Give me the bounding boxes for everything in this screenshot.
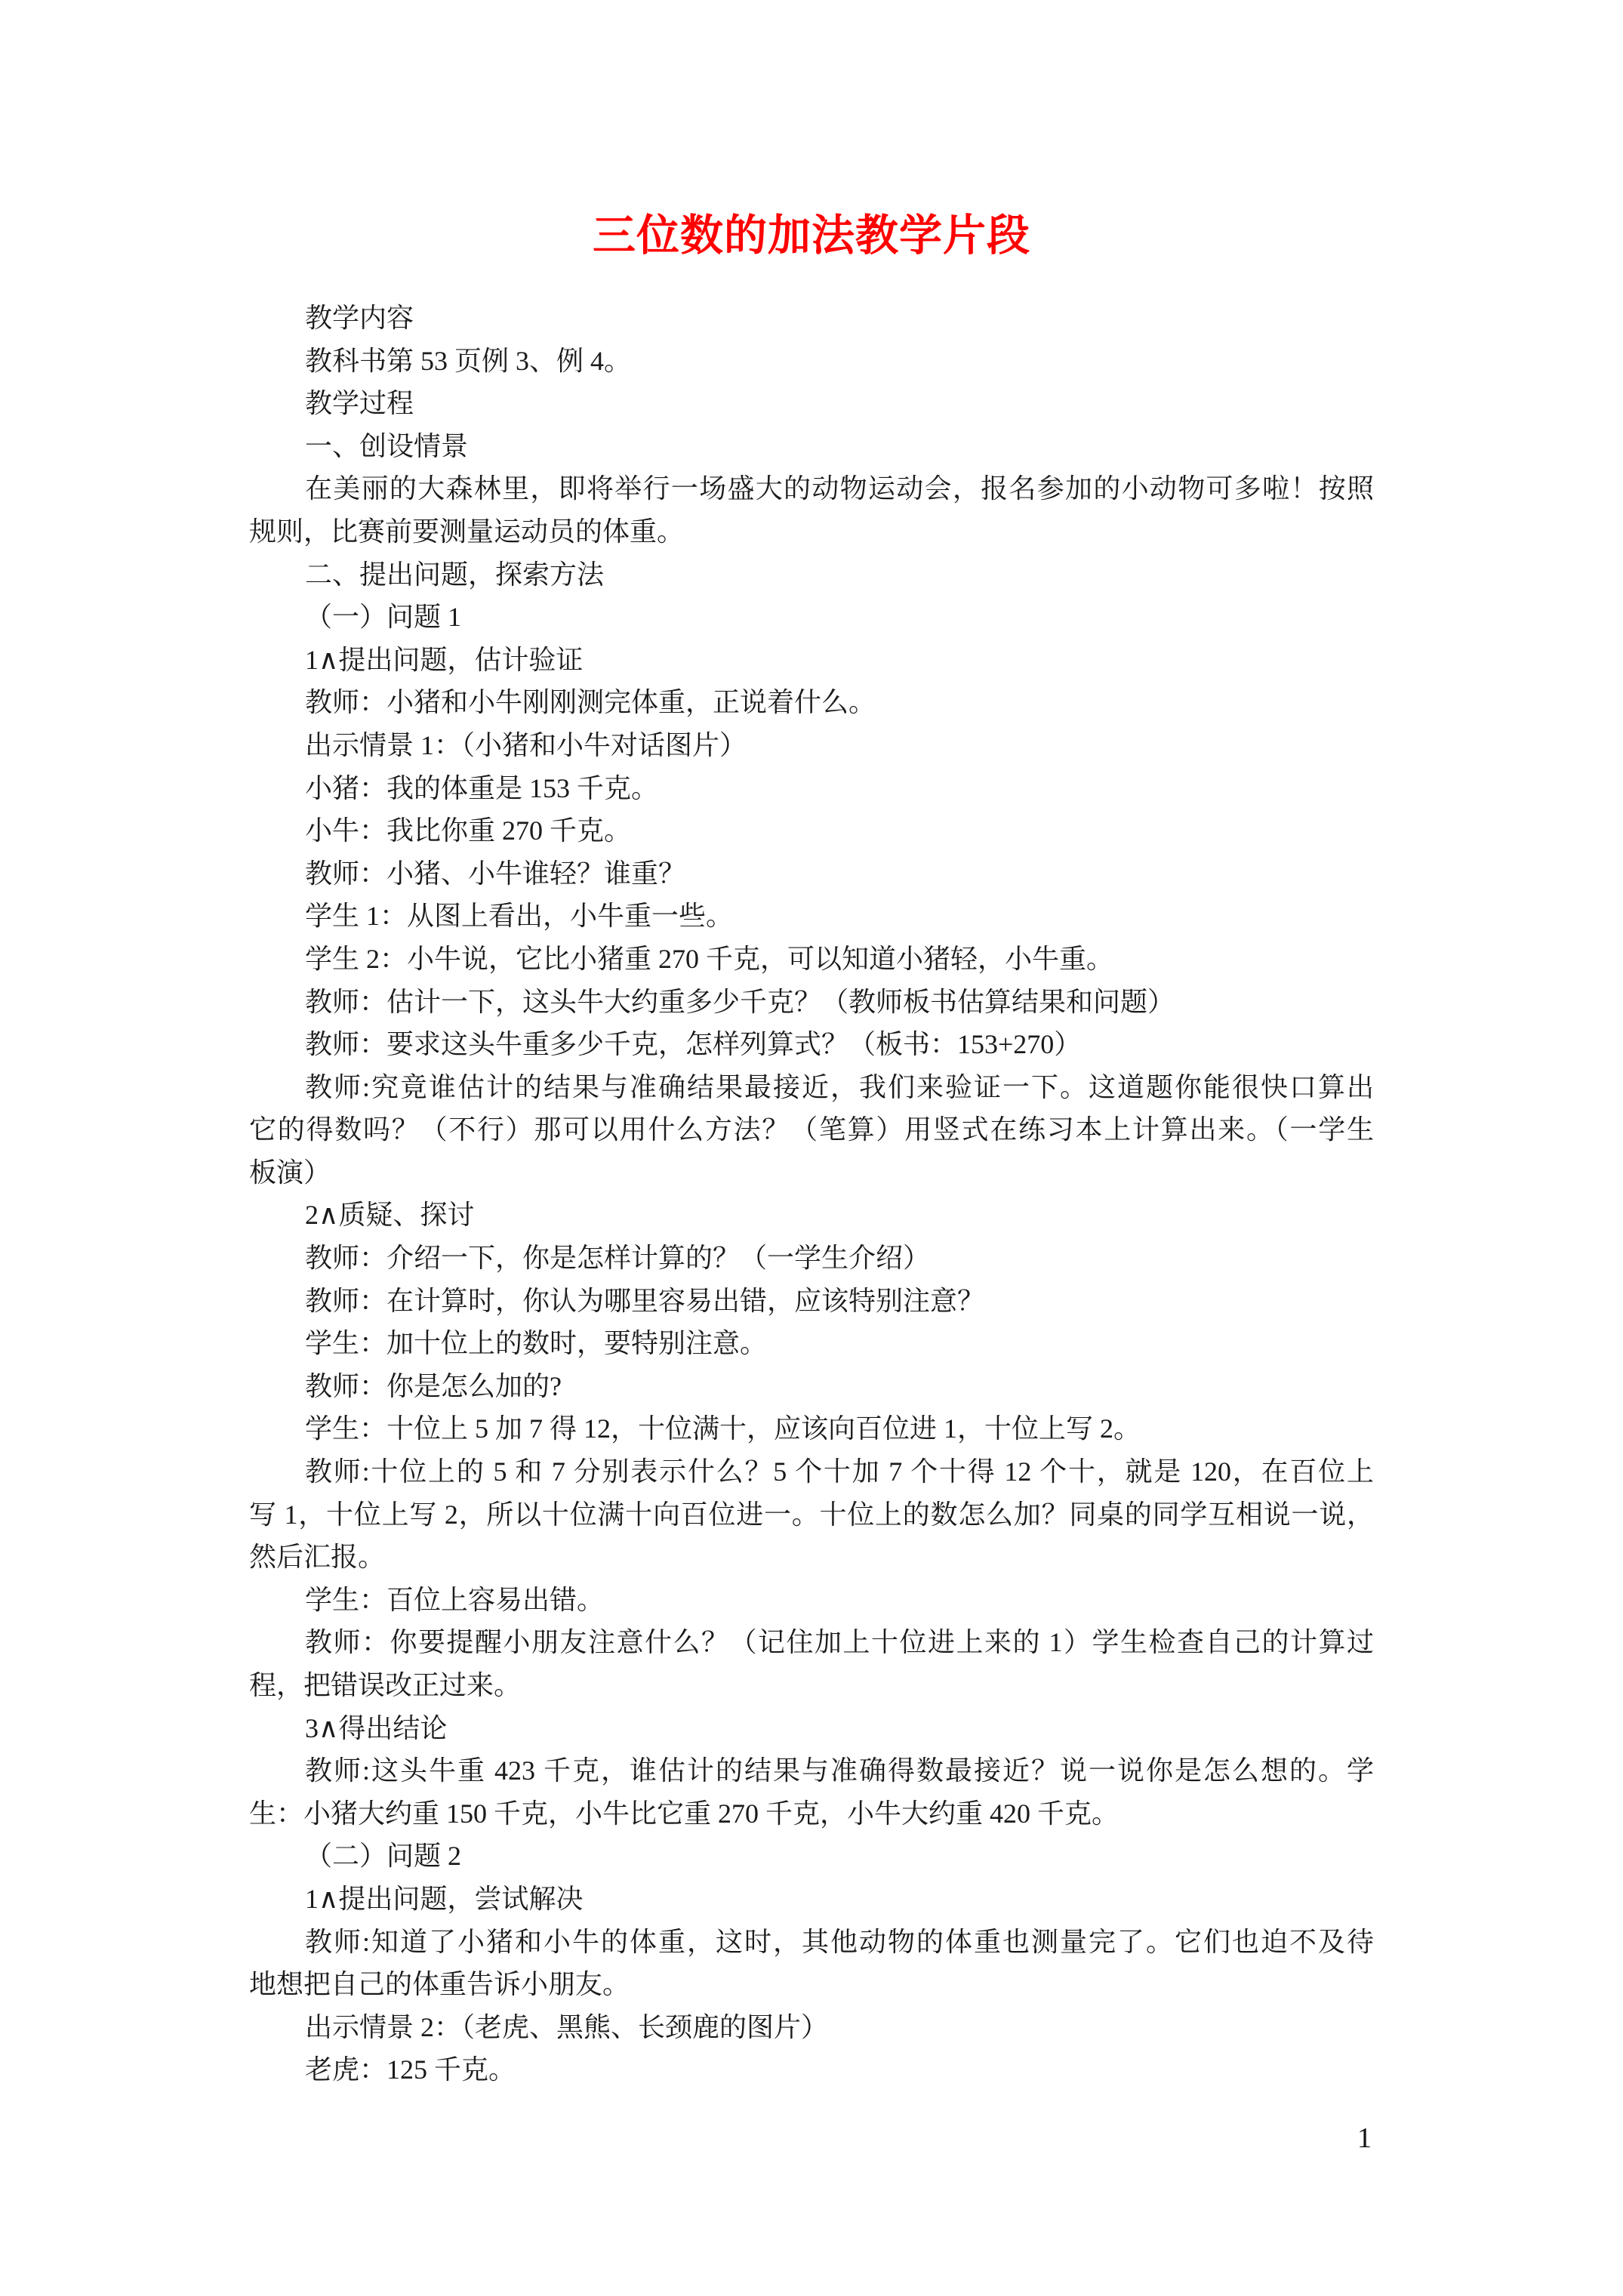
text-line: 小猪：我的体重是 153 千克。 [305, 772, 659, 803]
text-line: 3∧得出结论 [305, 1712, 448, 1743]
text-line: 教师:这头牛重 423 千克，谁估计的结果与准确得数最接近？说一说你是怎么想的。学 [305, 1755, 1374, 1786]
text-line: 教师：小猪、小牛谁轻？谁重？ [305, 858, 686, 889]
text-line: 1∧提出问题，估计验证 [305, 644, 584, 675]
text-line: 学生：加十位上的数时，要特别注意。 [305, 1328, 768, 1359]
text-line: 教师：要求这头牛重多少千克，怎样列算式？（板书：153+270） [305, 1029, 1082, 1060]
text-line: 教师:知道了小猪和小牛的体重，这时，其他动物的体重也测量完了。它们也迫不及待 [305, 1926, 1374, 1957]
text-line: 教师：你要提醒小朋友注意什么？（记住加上十位进上来的 1）学生检查自己的计算过 [305, 1627, 1374, 1658]
text-line: 学生 2：小牛说，它比小猪重 270 千克，可以知道小猪轻，小牛重。 [305, 943, 1114, 974]
text-line: 然后汇报。 [249, 1542, 386, 1573]
text-line: 教师:究竟谁估计的结果与准确结果最接近，我们来验证一下。这道题你能很快口算出 [305, 1071, 1374, 1102]
page-number: 1 [1357, 2122, 1372, 2154]
text-line: 小牛：我比你重 270 千克。 [305, 815, 632, 846]
text-line: 出示情景 1：（小猪和小牛对话图片） [305, 729, 747, 760]
text-line: 板演） [249, 1157, 331, 1188]
text-line: 教师：估计一下，这头牛大约重多少千克？（教师板书估算结果和问题） [305, 986, 1175, 1017]
text-line: 教学内容 [305, 303, 414, 333]
text-line: 教科书第 53 页例 3、例 4。 [305, 345, 632, 376]
text-line: 地想把自己的体重告诉小朋友。 [249, 1969, 630, 2000]
text-line: 程，把错误改正过来。 [249, 1670, 522, 1700]
text-line: 老虎：125 千克。 [305, 2054, 516, 2085]
document-body [0, 297, 1623, 2091]
text-line: 教学过程 [305, 388, 414, 419]
text-line: 学生：百位上容易出错。 [305, 1584, 605, 1615]
text-line: 学生：十位上 5 加 7 得 12，十位满十，应该向百位进 1，十位上写 2。 [305, 1413, 1141, 1444]
text-line: 在美丽的大森林里，即将举行一场盛大的动物运动会，报名参加的小动物可多啦！按照 [305, 473, 1374, 504]
text-line: 教师：你是怎么加的? [305, 1370, 562, 1401]
text-line: 出示情景 2：（老虎、黑熊、长颈鹿的图片） [305, 2011, 829, 2042]
text-line: 二、提出问题，探索方法 [305, 559, 605, 590]
text-line: 1∧提出问题，尝试解决 [305, 1883, 584, 1914]
page-title: 三位数的加法教学片段 [593, 212, 1030, 260]
text-line: 规则，比赛前要测量运动员的体重。 [249, 516, 685, 547]
text-line: 学生 1：从图上看出，小牛重一些。 [305, 901, 734, 932]
text-line: （一）问题 1 [305, 602, 462, 633]
text-line: 写 1，十位上写 2，所以十位满十向百位进一。十位上的数怎么加？同桌的同学互相说一说， [249, 1499, 1374, 1530]
text-line: 它的得数吗？（不行）那可以用什么方法？（笔算）用竖式在练习本上计算出来。（一学生 [249, 1114, 1374, 1145]
text-line: 教师：小猪和小牛刚刚测完体重，正说着什么。 [305, 687, 876, 718]
text-line: 教师：在计算时，你认为哪里容易出错，应该特别注意？ [305, 1285, 985, 1316]
text-line: 教师:十位上的 5 和 7 分别表示什么？5 个十加 7 个十得 12 个十，就是 120，在百位上 [305, 1456, 1374, 1487]
text-line: 一、创设情景 [305, 430, 469, 461]
text-line: 2∧质疑、探讨 [305, 1200, 475, 1231]
text-line: 教师：介绍一下，你是怎样计算的？（一学生介绍） [305, 1243, 931, 1274]
text-line: （二）问题 2 [305, 1841, 462, 1872]
text-line: 生：小猪大约重 150 千克，小牛比它重 270 千克，小牛大约重 420 千克。 [249, 1798, 1119, 1829]
